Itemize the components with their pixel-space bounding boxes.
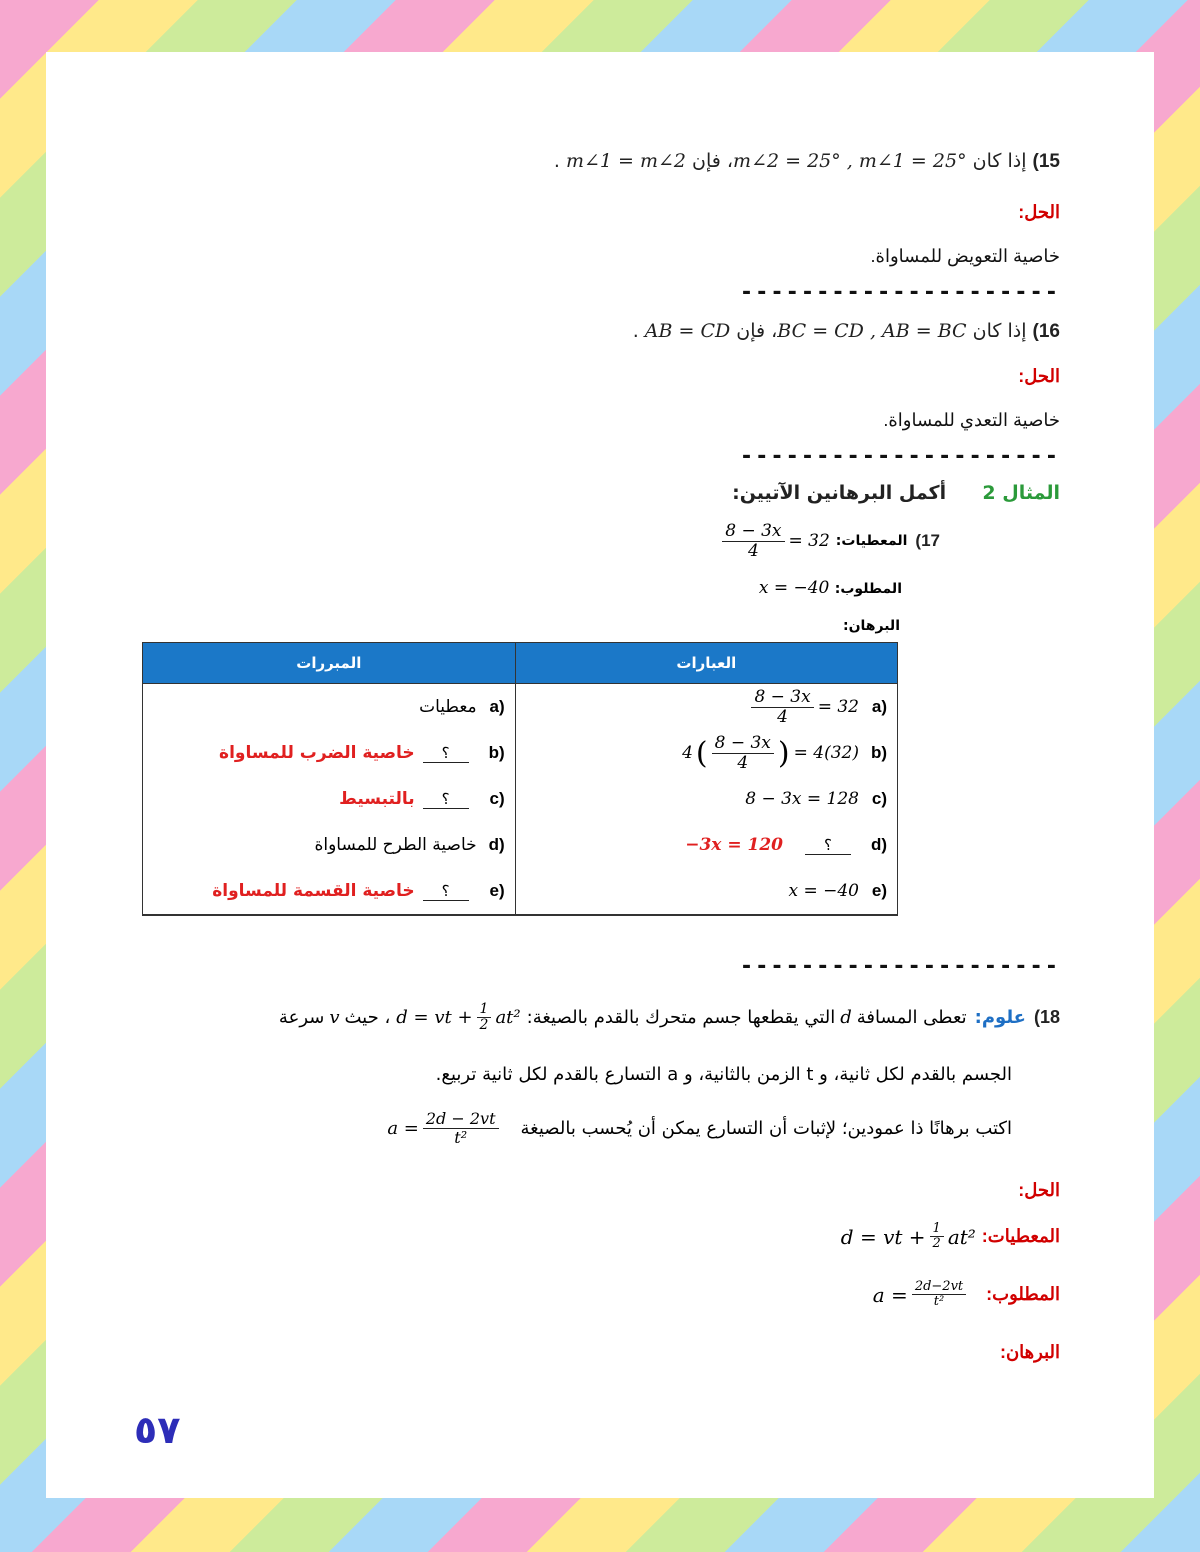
given-numerator: 8 − 3x xyxy=(722,522,784,542)
question-formula xyxy=(396,1002,520,1034)
question-15 xyxy=(360,150,1060,173)
solution-label: الحل: xyxy=(1018,202,1060,222)
given-equation xyxy=(718,522,830,560)
reason-blank: ؟ xyxy=(423,882,469,901)
required-formula xyxy=(873,1280,970,1310)
statement-numerator: 8 − 3x xyxy=(712,734,774,754)
statement-numerator: 8 − 3x xyxy=(751,688,813,708)
divider: --------------------- xyxy=(739,280,1060,305)
page-number: ٥٧ xyxy=(134,1408,181,1452)
reason-row-c: (c ؟ بالتبسيط xyxy=(339,789,505,809)
target-denominator: t² xyxy=(454,1127,468,1147)
solution-answer: خاصية التعويض للمساواة. xyxy=(870,246,1060,266)
statement-row-a: (a $\frac{8 - 3x}{4}$ = 32 xyxy=(516,684,897,730)
given-rhs: = 32 xyxy=(788,531,830,552)
reason-blank: ؟ xyxy=(423,790,469,809)
question-result: m∠1 = m∠2 xyxy=(565,150,686,172)
formula-denominator: 2 xyxy=(479,1017,489,1034)
target-formula xyxy=(387,1110,502,1146)
statement-coefficient: 4 xyxy=(682,743,693,763)
required-numerator: 2d−2vt xyxy=(912,1280,966,1295)
page xyxy=(46,52,1154,1498)
required-lhs: a = xyxy=(872,1282,908,1307)
question-period: . xyxy=(553,150,560,172)
example-2-heading xyxy=(732,482,1060,504)
question-given: m∠2 = 25° , m∠1 = 25° xyxy=(733,150,967,172)
given-denominator: 4 xyxy=(747,540,759,561)
statement-row-e: (e x = −40 xyxy=(788,881,887,901)
solution-given xyxy=(841,1222,1060,1252)
question-text: ، حيث xyxy=(344,1007,391,1029)
reason-blank: ؟ xyxy=(423,744,469,763)
question-number: 17) xyxy=(915,531,940,551)
example-title: أكمل البرهانين الآتيين: xyxy=(732,482,947,504)
divider: --------------------- xyxy=(739,954,1060,979)
reason-answer: خاصية القسمة للمساواة xyxy=(212,881,415,901)
target-lhs: a = xyxy=(387,1117,419,1139)
required-value: x = −40 xyxy=(758,578,830,598)
given-rhs: at² xyxy=(947,1224,976,1249)
proof-label: البرهان: xyxy=(999,1342,1060,1362)
divider: --------------------- xyxy=(739,444,1060,469)
question-18-line3 xyxy=(112,1110,1012,1146)
given-label: المعطيات: xyxy=(835,533,908,550)
question-period: . xyxy=(632,320,639,342)
proof-table xyxy=(142,642,898,916)
given-lhs: d = vt + xyxy=(840,1224,926,1249)
proof-label: البرهان: xyxy=(843,618,900,634)
question-result: AB = CD xyxy=(644,320,731,342)
question-text: سرعة xyxy=(278,1007,325,1029)
question-text-if: إذا كان xyxy=(972,150,1027,172)
question-number: 18) xyxy=(1033,1007,1060,1028)
question-category: علوم: xyxy=(974,1007,1026,1029)
reason-text: معطيات xyxy=(419,697,477,717)
given-formula xyxy=(841,1222,976,1252)
question-text: اكتب برهانًا ذا عمودين؛ لإثبات أن التسارع يمكن أن يُحسب بالصيغة xyxy=(520,1117,1012,1139)
reason-row-e: (e ؟ خاصية القسمة للمساواة xyxy=(212,881,505,901)
solution-label: الحل: xyxy=(1018,366,1060,386)
question-17-required xyxy=(759,578,902,598)
question-then: ، فإن xyxy=(692,150,734,172)
solution-answer: خاصية التعدي للمساواة. xyxy=(883,410,1060,430)
reason-text: خاصية الطرح للمساواة xyxy=(314,835,477,855)
header-reasons: المبررات xyxy=(143,643,516,684)
question-text: تعطى المسافة xyxy=(856,1007,967,1029)
statement-row-c: (c 8 − 3x = 128 xyxy=(745,789,887,809)
required-label: المطلوب: xyxy=(834,581,902,597)
reason-answer: بالتبسيط xyxy=(339,789,415,809)
statement-denominator: 4 xyxy=(777,706,788,727)
solution-label: الحل: xyxy=(1018,1180,1060,1200)
required-denominator: t² xyxy=(933,1294,945,1310)
formula-rhs: at² xyxy=(495,1007,521,1029)
required-label: المطلوب: xyxy=(986,1284,1060,1305)
question-text-if: إذا كان xyxy=(972,320,1027,342)
reason-row-d: (d خاصية الطرح للمساواة xyxy=(314,835,505,855)
statement-math: x = −40 xyxy=(788,881,859,901)
example-label: المثال 2 xyxy=(982,482,1060,504)
statement-rhs: = 32 xyxy=(817,697,859,717)
statement-blank: ؟ xyxy=(805,836,851,855)
given-numerator: 1 xyxy=(930,1222,944,1237)
solution-required xyxy=(873,1280,1060,1310)
given-denominator: 2 xyxy=(932,1236,941,1252)
reasons-column xyxy=(143,684,516,915)
header-statements: العبارات xyxy=(515,643,897,684)
statement-row-d: (d ؟ −3x = 120 xyxy=(685,835,887,855)
statement-math: 4 ( $\frac{8 - 3x}{4}$ ) = 4(32) xyxy=(682,732,859,773)
target-numerator: 2d − 2vt xyxy=(423,1110,499,1129)
question-18-line2: الجسم بالقدم لكل ثانية، و t الزمن بالثانية، و a التسارع بالقدم لكل ثانية تربيع. xyxy=(435,1064,1012,1085)
given-fraction xyxy=(722,522,784,560)
question-number: 16) xyxy=(1032,321,1060,342)
given-label: المعطيات: xyxy=(981,1226,1060,1247)
question-16 xyxy=(360,320,1060,343)
reason-row-a: (a معطيات xyxy=(419,697,505,717)
statement-math: 8 − 3x = 128 xyxy=(745,789,859,809)
statement-answer: −3x = 120 xyxy=(685,835,783,855)
question-variable: d xyxy=(840,1007,852,1029)
reason-answer: خاصية الضرب للمساواة xyxy=(219,743,415,763)
question-given: BC = CD , AB = BC xyxy=(777,320,967,342)
question-number: 15) xyxy=(1032,151,1060,172)
question-18-line1 xyxy=(60,1002,1060,1034)
statement-denominator: 4 xyxy=(737,752,749,773)
question-17-given xyxy=(718,522,940,560)
formula-numerator: 1 xyxy=(477,1002,492,1018)
statement-rhs: = 4(32) xyxy=(793,743,859,763)
statement-row-b: (b 4 ( $\frac{8 - 3x}{4}$ ) = 4(32) xyxy=(682,732,887,773)
reason-row-b: (b ؟ خاصية الضرب للمساواة xyxy=(219,743,505,763)
question-variable: v xyxy=(329,1007,340,1029)
statement-math xyxy=(747,688,859,726)
statements-column xyxy=(515,684,897,915)
question-then: ، فإن xyxy=(736,320,778,342)
question-text: التي يقطعها جسم متحرك بالقدم بالصيغة: xyxy=(526,1007,836,1029)
formula-lhs: d = vt + xyxy=(396,1007,473,1029)
